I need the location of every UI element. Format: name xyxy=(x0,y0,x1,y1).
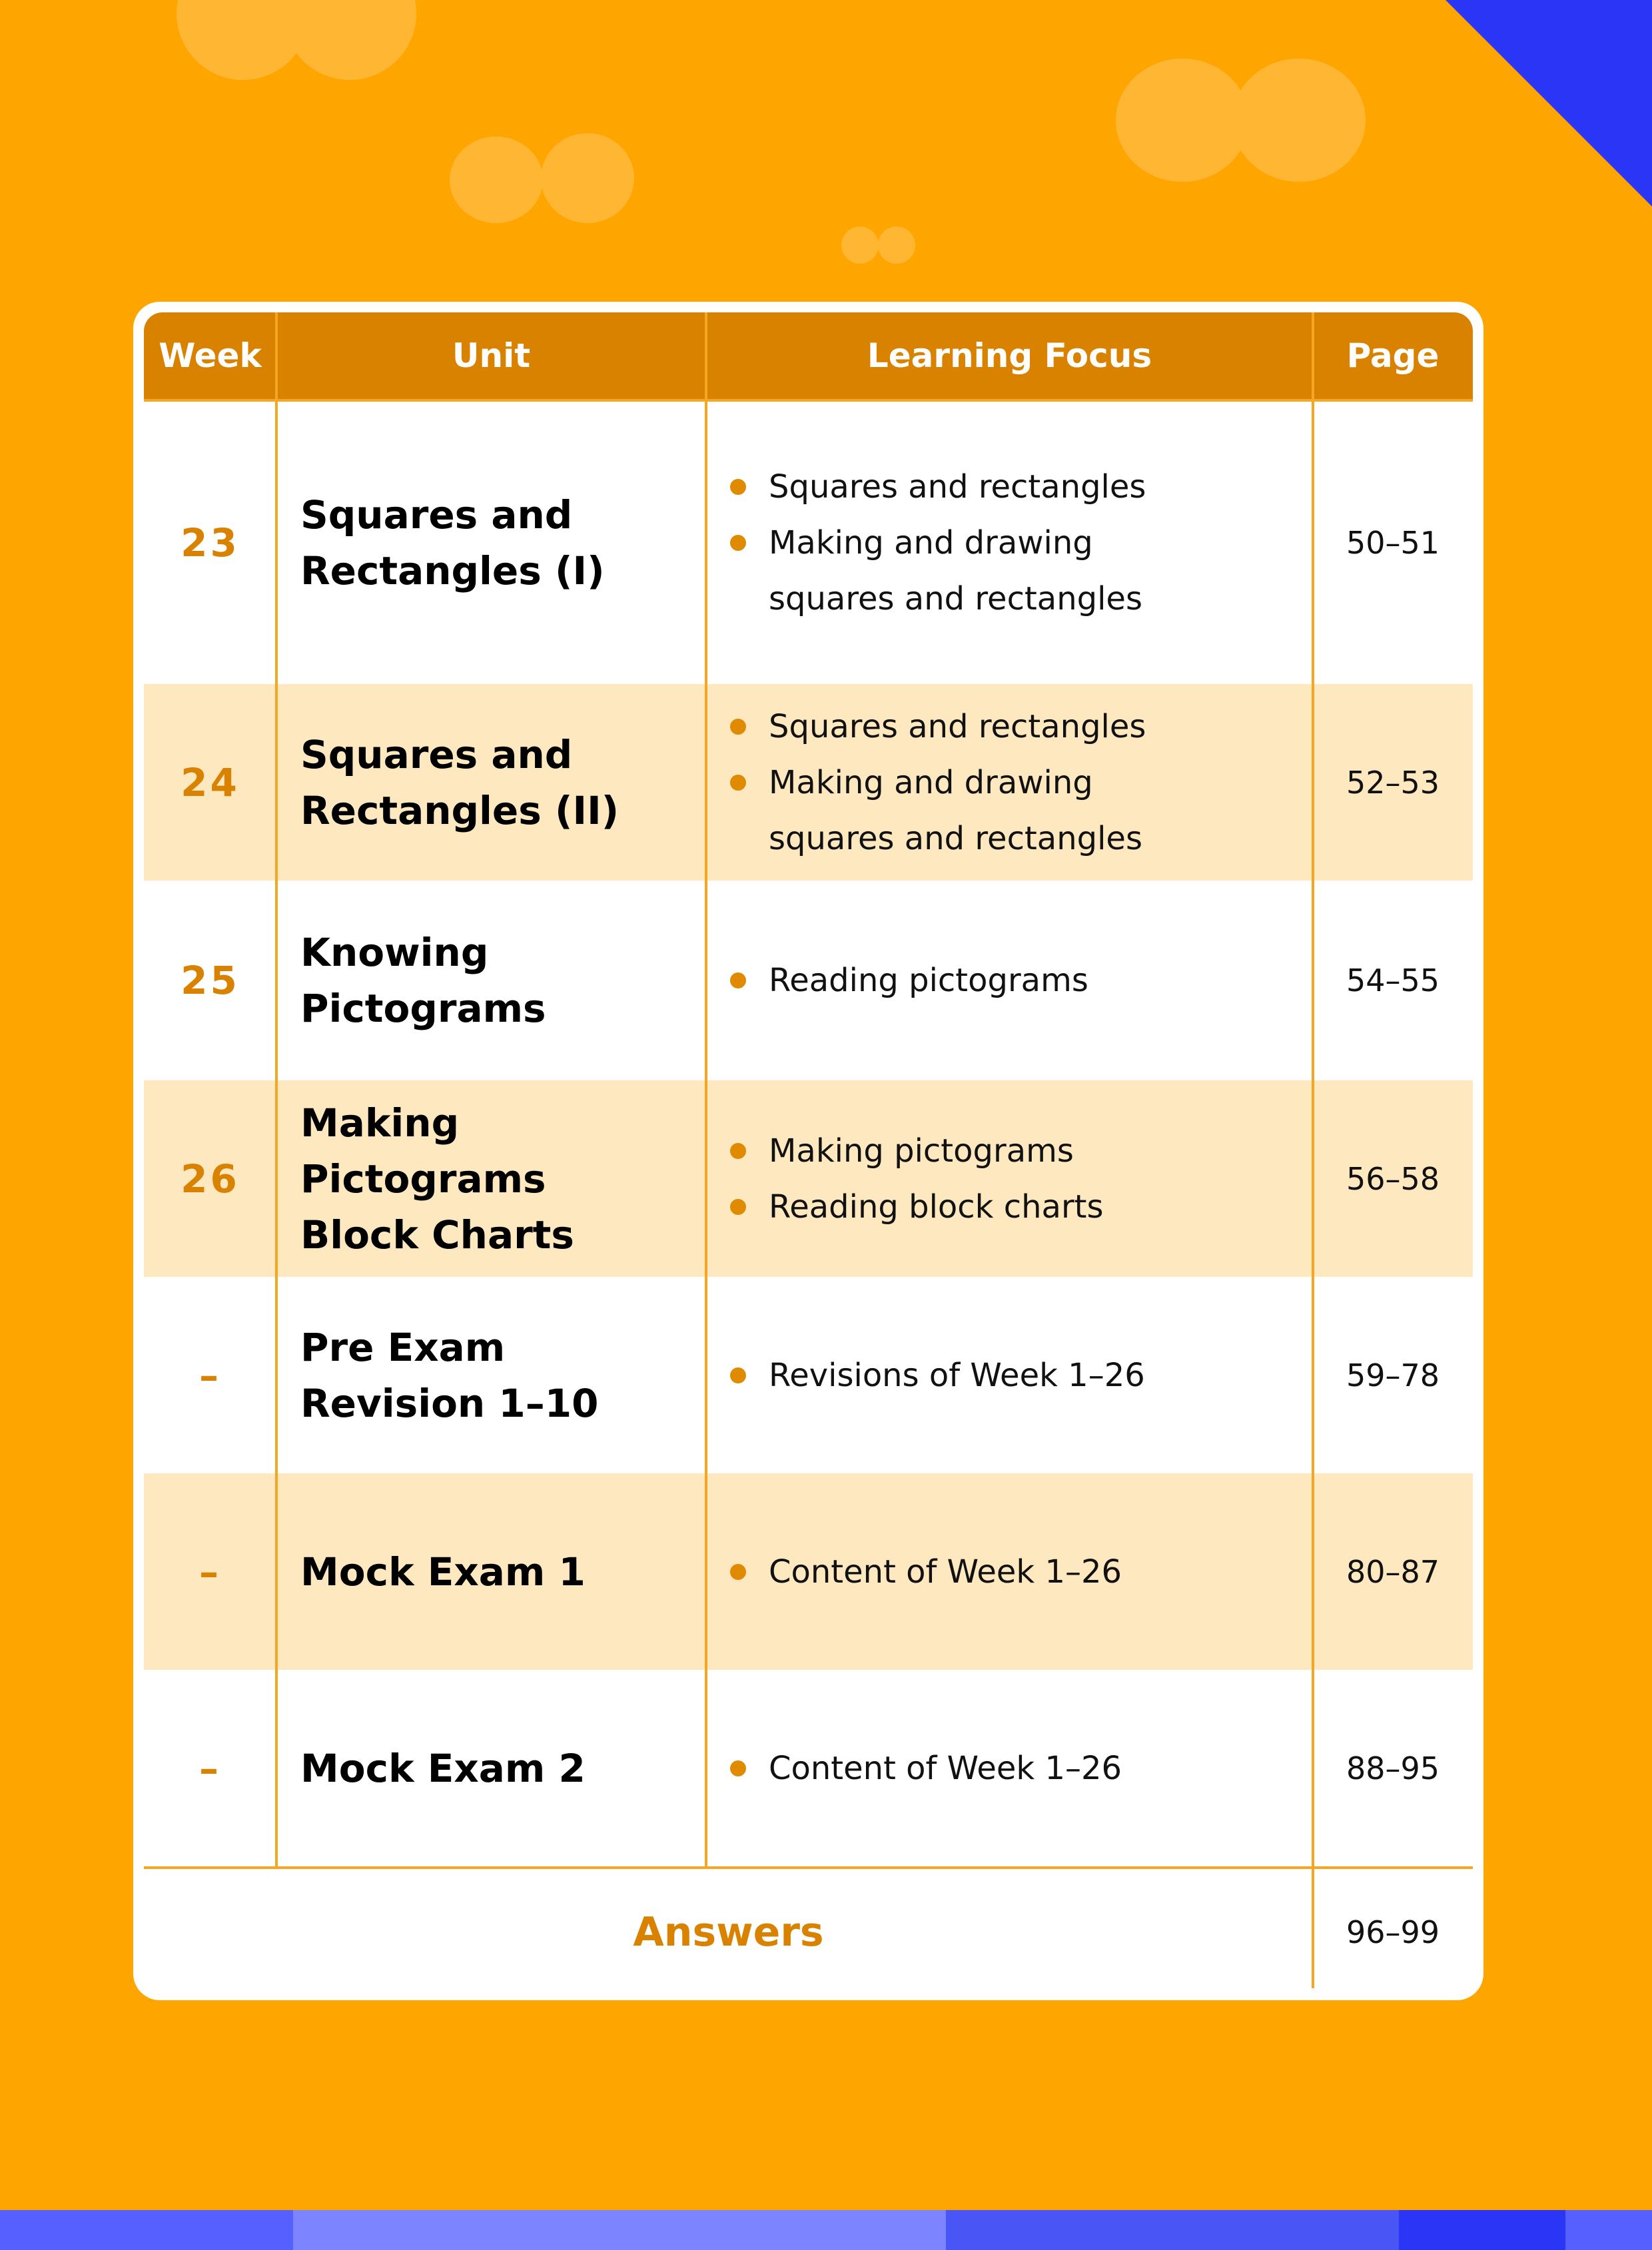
focus-item: Revisions of Week 1–26 xyxy=(730,1347,1145,1403)
week-number: – xyxy=(199,1745,221,1791)
table-row xyxy=(144,684,1473,881)
unit-title-line: Squares and xyxy=(300,731,573,777)
learning-focus xyxy=(706,684,1313,881)
unit-title-line: Rectangles (II) xyxy=(300,787,620,833)
bullet-icon xyxy=(730,775,746,791)
unit-title xyxy=(276,881,706,1080)
learning-focus xyxy=(706,1473,1313,1670)
bullet-icon xyxy=(730,479,746,495)
decorative-blob xyxy=(1116,59,1249,182)
decorative-blob xyxy=(878,226,915,264)
learning-focus xyxy=(706,1080,1313,1277)
unit-title xyxy=(276,1473,706,1670)
table-row xyxy=(144,1277,1473,1473)
decorative-blob xyxy=(283,0,416,80)
bullet-icon xyxy=(730,535,746,551)
table-row xyxy=(144,1670,1473,1866)
column-divider xyxy=(705,312,707,399)
week-number: – xyxy=(199,1549,221,1595)
answers-page-range: 96–99 xyxy=(1346,1914,1440,1950)
page-range: 88–95 xyxy=(1346,1750,1440,1786)
header-learning-focus: Learning Focus xyxy=(867,336,1152,375)
unit-title-line: Mock Exam 1 xyxy=(300,1549,586,1595)
table-row xyxy=(144,881,1473,1080)
header-week: Week xyxy=(159,336,262,375)
unit-title-line: Squares and xyxy=(300,492,573,538)
bullet-icon xyxy=(730,1199,746,1215)
unit-title-line: Making Pictograms xyxy=(300,1100,546,1202)
unit-title xyxy=(276,402,706,684)
focus-item: Making and drawing squares and rectangles xyxy=(730,515,1182,627)
decorative-blob xyxy=(841,226,879,264)
table-row xyxy=(144,1473,1473,1670)
unit-title xyxy=(276,1277,706,1473)
learning-focus xyxy=(706,402,1313,684)
column-divider xyxy=(275,312,278,399)
focus-item: Content of Week 1–26 xyxy=(730,1544,1122,1600)
bullet-icon xyxy=(730,1367,746,1383)
contents-card xyxy=(133,302,1483,2000)
page-range: 80–87 xyxy=(1346,1553,1440,1590)
unit-title-line: Revision 1–10 xyxy=(300,1380,599,1426)
column-divider xyxy=(275,402,278,1866)
bullet-icon xyxy=(730,1564,746,1580)
focus-item: Making pictograms xyxy=(730,1123,1104,1179)
week-number: – xyxy=(199,1352,221,1398)
page-range: 56–58 xyxy=(1346,1160,1440,1197)
unit-title-line: Pictograms xyxy=(300,986,546,1031)
page-range: 52–53 xyxy=(1346,764,1440,801)
answers-label: Answers xyxy=(633,1909,824,1956)
unit-title xyxy=(276,1080,706,1277)
bullet-icon xyxy=(730,1760,746,1776)
column-divider xyxy=(705,402,707,1866)
unit-title-line: Mock Exam 2 xyxy=(300,1745,586,1791)
unit-title-line: Rectangles (I) xyxy=(300,548,605,593)
week-number: 24 xyxy=(181,759,240,805)
unit-title-line: Knowing xyxy=(300,930,489,975)
decorative-blob xyxy=(450,137,543,223)
focus-item: Content of Week 1–26 xyxy=(730,1740,1122,1796)
focus-item: Reading pictograms xyxy=(730,952,1088,1008)
week-number: 25 xyxy=(181,958,240,1003)
table-row xyxy=(144,1080,1473,1277)
week-number: 23 xyxy=(181,520,240,565)
learning-focus xyxy=(706,1277,1313,1473)
focus-item: Making and drawing squares and rectangles xyxy=(730,755,1182,867)
learning-focus xyxy=(706,881,1313,1080)
table-row xyxy=(144,402,1473,684)
page-range: 59–78 xyxy=(1346,1357,1440,1393)
unit-title-line: Pre Exam xyxy=(300,1324,506,1370)
contents-table xyxy=(144,312,1473,1996)
page-range: 50–51 xyxy=(1346,525,1440,561)
focus-item: Squares and rectangles xyxy=(730,699,1182,755)
bottom-color-bar xyxy=(0,2210,1652,2250)
column-divider xyxy=(1312,312,1314,399)
corner-triangle xyxy=(1446,0,1652,206)
unit-title xyxy=(276,684,706,881)
page-range: 54–55 xyxy=(1346,962,1440,998)
header-page: Page xyxy=(1346,336,1440,375)
bullet-icon xyxy=(730,972,746,988)
decorative-blob xyxy=(1232,59,1366,182)
column-divider xyxy=(1312,402,1314,1988)
decorative-blob xyxy=(541,133,634,223)
unit-title-line: Block Charts xyxy=(300,1212,574,1258)
bullet-icon xyxy=(730,719,746,735)
learning-focus xyxy=(706,1670,1313,1866)
focus-item: Squares and rectangles xyxy=(730,459,1182,515)
bullet-icon xyxy=(730,1143,746,1159)
unit-title xyxy=(276,1670,706,1866)
week-number: 26 xyxy=(181,1156,240,1202)
answers-row xyxy=(144,1869,1473,1996)
table-header xyxy=(144,312,1473,402)
focus-item: Reading block charts xyxy=(730,1179,1104,1235)
header-unit: Unit xyxy=(452,336,531,375)
